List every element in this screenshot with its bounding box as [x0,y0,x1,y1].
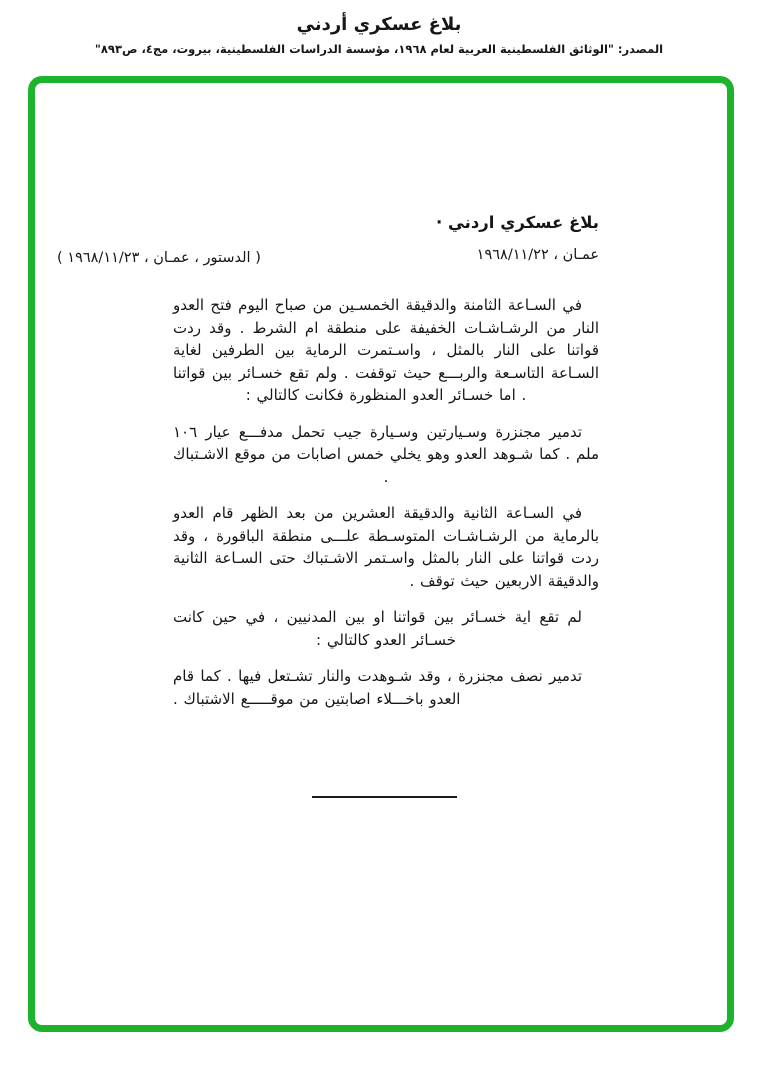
paragraph-3: في السـاعة الثانية والدقيقة العشرين من بعد الظهر قام العدو بالرماية من الرشـاشـات المتوسـطة علـــى منطقة الباقورة ، وقد ردت قواتنا على النار بالمثل واسـتمر الاشـتباك حتى السـاعة الثانية والدقيقة الاربعين حيث توقف . [173,504,599,590]
source-citation: المصدر: "الوثائق الفلسطينية العربية لعام ١٩٦٨، مؤسسة الدراسات الفلسطينية، بيروت، مج٤، ص٨٩٣" [94,42,664,56]
dateline-place-date: عمـان ، ١٩٦٨/١١/٢٢ [476,247,599,263]
paragraph-5: تدمير نصف مجنزرة ، وقد شـوهدت والنار تشـتعل فيها . كما قام العدو باخـــلاء اصابتين من موقـــــع الاشتباك . [173,667,582,708]
communique-title: بلاغ عسكري اردني · [435,213,599,232]
document-header [0,14,758,56]
dateline-source-reference: ( الدستور ، عمـان ، ١٩٦٨/١١/٢٣ ) [57,250,261,266]
paragraph-4: لم تقع اية خسـائر بين قواتنا او بين المدنيين ، في حين كانت خسـائر العدو كالتالي : [173,608,582,649]
communique-body [173,294,599,724]
divider-line [312,796,457,798]
paragraph-1: في السـاعة الثامنة والدقيقة الخمسـين من صباح اليوم فتح العدو النار من الرشـاشـات الخفيفة على منطقة ام الشرط . وقد ردت قواتنا على النار بالمثل ، واسـتمرت الرماية بين الطرفين لغاية السـاعة التاسـعة والربـــع حيث توقفت . ولم تقع خسـائر بين قواتنا . اما خسـائر العدو المنظورة فكانت كالتالي : [173,296,599,404]
document-frame [28,76,734,1032]
paragraph-2: تدمير مجنزرة وسـيارتين وسـيارة جيب تحمل مدفـــع عيار ١٠٦ ملم . كما شـوهد العدو وهو يخلي خمس اصابات من موقع الاشـتباك . [173,422,599,486]
page-title: بلاغ عسكري أردني [296,14,462,35]
